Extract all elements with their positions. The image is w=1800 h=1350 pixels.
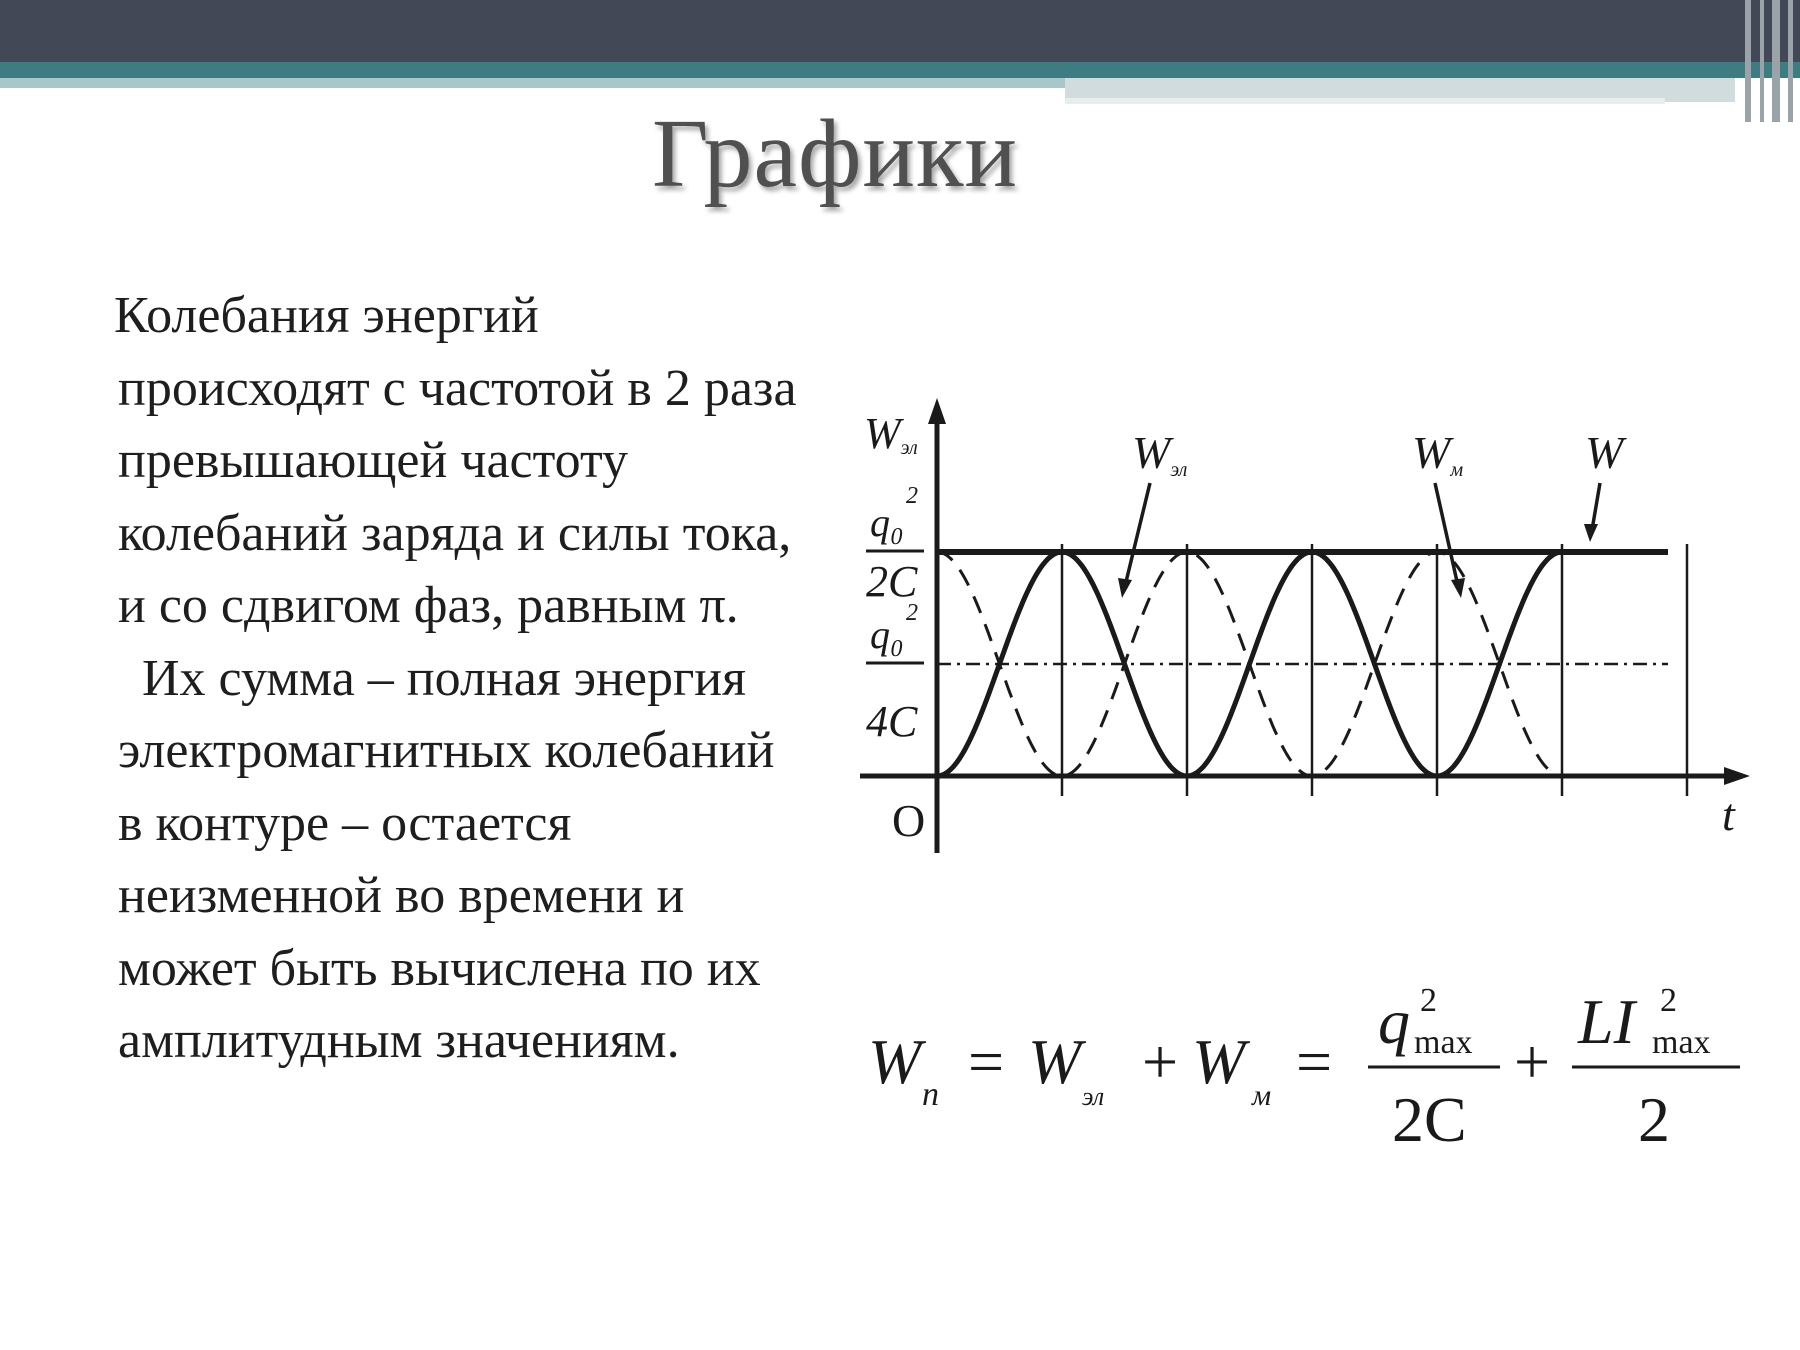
frac1-sup: 2 xyxy=(1420,982,1437,1019)
formula-plus: + xyxy=(1514,1026,1551,1097)
header-accent-band xyxy=(0,62,1800,78)
series-pointer-arrow xyxy=(1451,578,1465,598)
series-pointer-arrow xyxy=(1118,578,1132,598)
frac1-sub: max xyxy=(1414,1024,1473,1061)
frac2-num: LI xyxy=(1578,986,1635,1057)
energy-chart-svg xyxy=(840,358,1780,888)
paragraph: Колебания энергий происходят с частотой в 2 раза превышающей частоту колебаний заряда и силы тока, и со сдвигом фаз, равным π. xyxy=(114,287,797,634)
origin-label: O xyxy=(892,795,926,846)
y-tick-den: 4C xyxy=(866,697,918,746)
body-text xyxy=(114,280,798,1078)
paragraph: Их сумма – полная энергия электромагнитных колебаний в контуре – остается неизменной во времени и может быть вычислена по их амплитудным значениям. xyxy=(118,649,775,1069)
series-pointer-arrow xyxy=(1584,524,1598,542)
frac2-sup: 2 xyxy=(1660,982,1677,1019)
header-light-band xyxy=(0,78,1065,88)
formula-svg xyxy=(860,975,1760,1185)
formula-term2-sub: м xyxy=(1252,1079,1272,1112)
series-label-W: W xyxy=(1585,427,1624,478)
y-axis-arrow xyxy=(928,398,946,424)
page-title: Графики xyxy=(652,100,1018,208)
frac1-num: q xyxy=(1378,986,1410,1057)
series-label-W-el: Wэл xyxy=(1132,427,1188,481)
y-tick-den: 2C xyxy=(866,557,918,606)
formula-term1: W xyxy=(1028,1026,1082,1097)
energy-formula xyxy=(860,975,1760,1185)
header-bar xyxy=(0,0,1800,62)
x-axis-arrow xyxy=(1724,767,1750,785)
formula-term2: W xyxy=(1192,1026,1246,1097)
y-tick-num: q₀ xyxy=(870,500,904,545)
frac1-den: 2C xyxy=(1392,1084,1467,1155)
formula-lhs-sub: п xyxy=(922,1076,939,1113)
formula-eq: = xyxy=(968,1026,1005,1097)
edge-strip xyxy=(1745,0,1751,122)
frac2-sub: max xyxy=(1652,1024,1711,1061)
edge-strip xyxy=(1772,0,1780,122)
formula-term1-sub: эл xyxy=(1082,1082,1105,1111)
series-pointer xyxy=(1125,483,1150,586)
x-axis-label: t xyxy=(1722,789,1735,840)
series-pointer xyxy=(1435,483,1458,586)
series-pointer xyxy=(1592,483,1600,530)
formula-eq: = xyxy=(1296,1026,1333,1097)
energy-chart xyxy=(840,358,1780,888)
y-tick-num: q₀ xyxy=(870,612,904,657)
frac2-den: 2 xyxy=(1638,1084,1670,1155)
y-axis-label: Wэл xyxy=(864,409,918,459)
series-label-W-m: Wм xyxy=(1412,427,1464,481)
formula-lhs: W xyxy=(868,1026,922,1097)
y-tick-sup: 2 xyxy=(906,483,918,509)
edge-strip xyxy=(1788,0,1793,122)
y-tick-sup: 2 xyxy=(906,600,918,626)
edge-strip xyxy=(1760,0,1764,122)
formula-plus: + xyxy=(1142,1026,1179,1097)
